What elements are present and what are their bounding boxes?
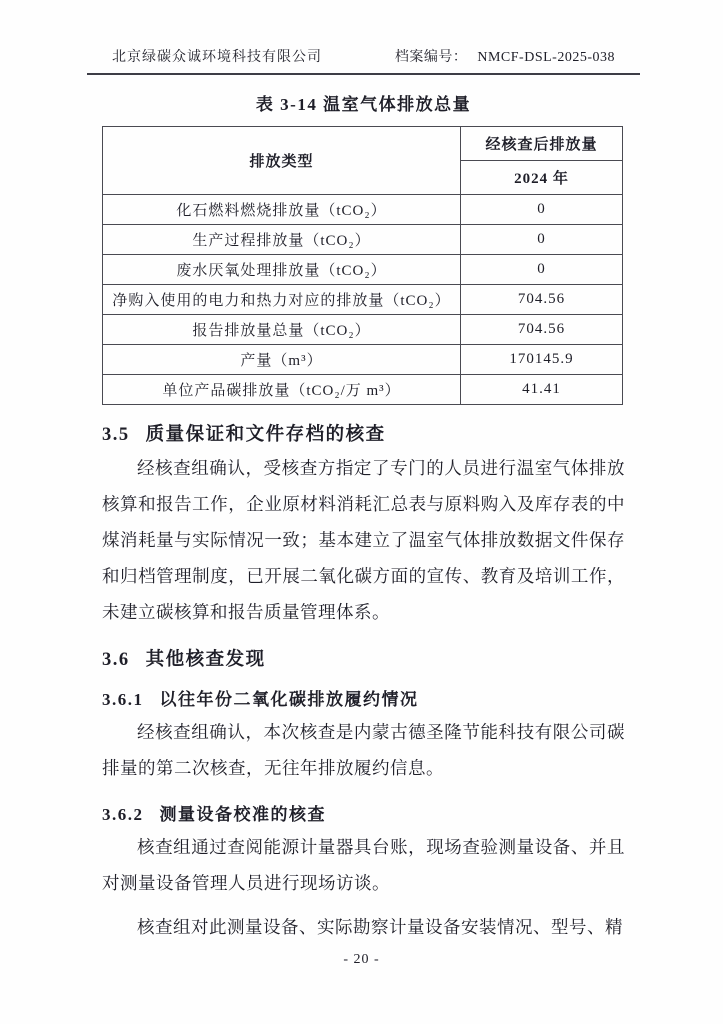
section-number: 3.6.1	[102, 690, 144, 709]
archive-number: NMCF-DSL-2025-038	[477, 50, 615, 65]
paragraph: 核查组通过查阅能源计量器具台账，现场查验测量设备、并且对测量设备管理人员进行现场访谈。	[102, 837, 625, 893]
section-title: 其他核查发现	[145, 648, 266, 669]
table-row	[103, 345, 623, 375]
row-value: 0	[461, 195, 623, 225]
row-value: 704.56	[461, 315, 623, 345]
row-label: 净购入使用的电力和热力对应的排放量（tCO₂）	[103, 285, 461, 315]
table-title: 表 3-14 温室气体排放总量	[255, 95, 472, 114]
row-label: 报告排放量总量（tCO₂）	[103, 315, 461, 345]
table-row	[103, 225, 623, 255]
section-heading-3-6-2	[102, 800, 625, 825]
section-number: 3.5	[102, 425, 130, 445]
row-label: 产量（m³）	[103, 345, 461, 375]
paragraph: 经核查组确认，受核查方指定了专门的人员进行温室气体排放核算和报告工作，企业原材料消耗汇总表与原料购入及库存表的中煤消耗量与实际情况一致；基本建立了温室气体排放数据文件保存和归档管理制度，已开展二氧化碳方面的宣传、教育及培训工作，未建立碳核算和报告质量管理体系。	[102, 458, 625, 622]
page-header	[87, 46, 640, 75]
section-heading-3-5	[102, 420, 625, 446]
row-value: 704.56	[461, 285, 623, 315]
row-value: 0	[461, 255, 623, 285]
emissions-table	[102, 126, 623, 405]
row-label: 废水厌氧处理排放量（tCO₂）	[103, 255, 461, 285]
company-name: 北京绿碳众诚环境科技有限公司	[112, 50, 322, 65]
header-cell-year: 2024 年	[461, 161, 623, 195]
row-value: 41.41	[461, 375, 623, 405]
section-title: 测量设备校准的核查	[159, 805, 326, 824]
header-cell-verified: 经核查后排放量	[461, 127, 623, 161]
table-row	[103, 255, 623, 285]
paragraph: 经核查组确认，本次核查是内蒙古德圣隆节能科技有限公司碳排量的第二次核查，无往年排放履约信息。	[102, 722, 625, 778]
table-row	[103, 375, 623, 405]
page-footer	[0, 952, 723, 968]
section-title: 质量保证和文件存档的核查	[145, 423, 386, 444]
table-row	[103, 285, 623, 315]
paragraph: 核查组对此测量设备、实际勘察计量设备安装情况、型号、精	[137, 917, 623, 937]
table-row	[103, 195, 623, 225]
page-number: - 20 -	[343, 952, 380, 967]
row-value: 0	[461, 225, 623, 255]
header-cell-type: 排放类型	[103, 127, 461, 195]
row-label: 化石燃料燃烧排放量（tCO₂）	[103, 195, 461, 225]
row-value: 170145.9	[461, 345, 623, 375]
row-label: 单位产品碳排放量（tCO₂/万 m³）	[103, 375, 461, 405]
section-number: 3.6.2	[102, 805, 144, 824]
archive-number-group	[385, 46, 615, 66]
section-number: 3.6	[102, 650, 130, 670]
table-row	[103, 315, 623, 345]
section-heading-3-6-1	[102, 685, 625, 710]
archive-number-label: 档案编号：	[394, 50, 468, 65]
section-heading-3-6	[102, 645, 625, 671]
table-header-row	[103, 127, 623, 161]
row-label: 生产过程排放量（tCO₂）	[103, 225, 461, 255]
section-title: 以往年份二氧化碳排放履约情况	[159, 690, 419, 709]
